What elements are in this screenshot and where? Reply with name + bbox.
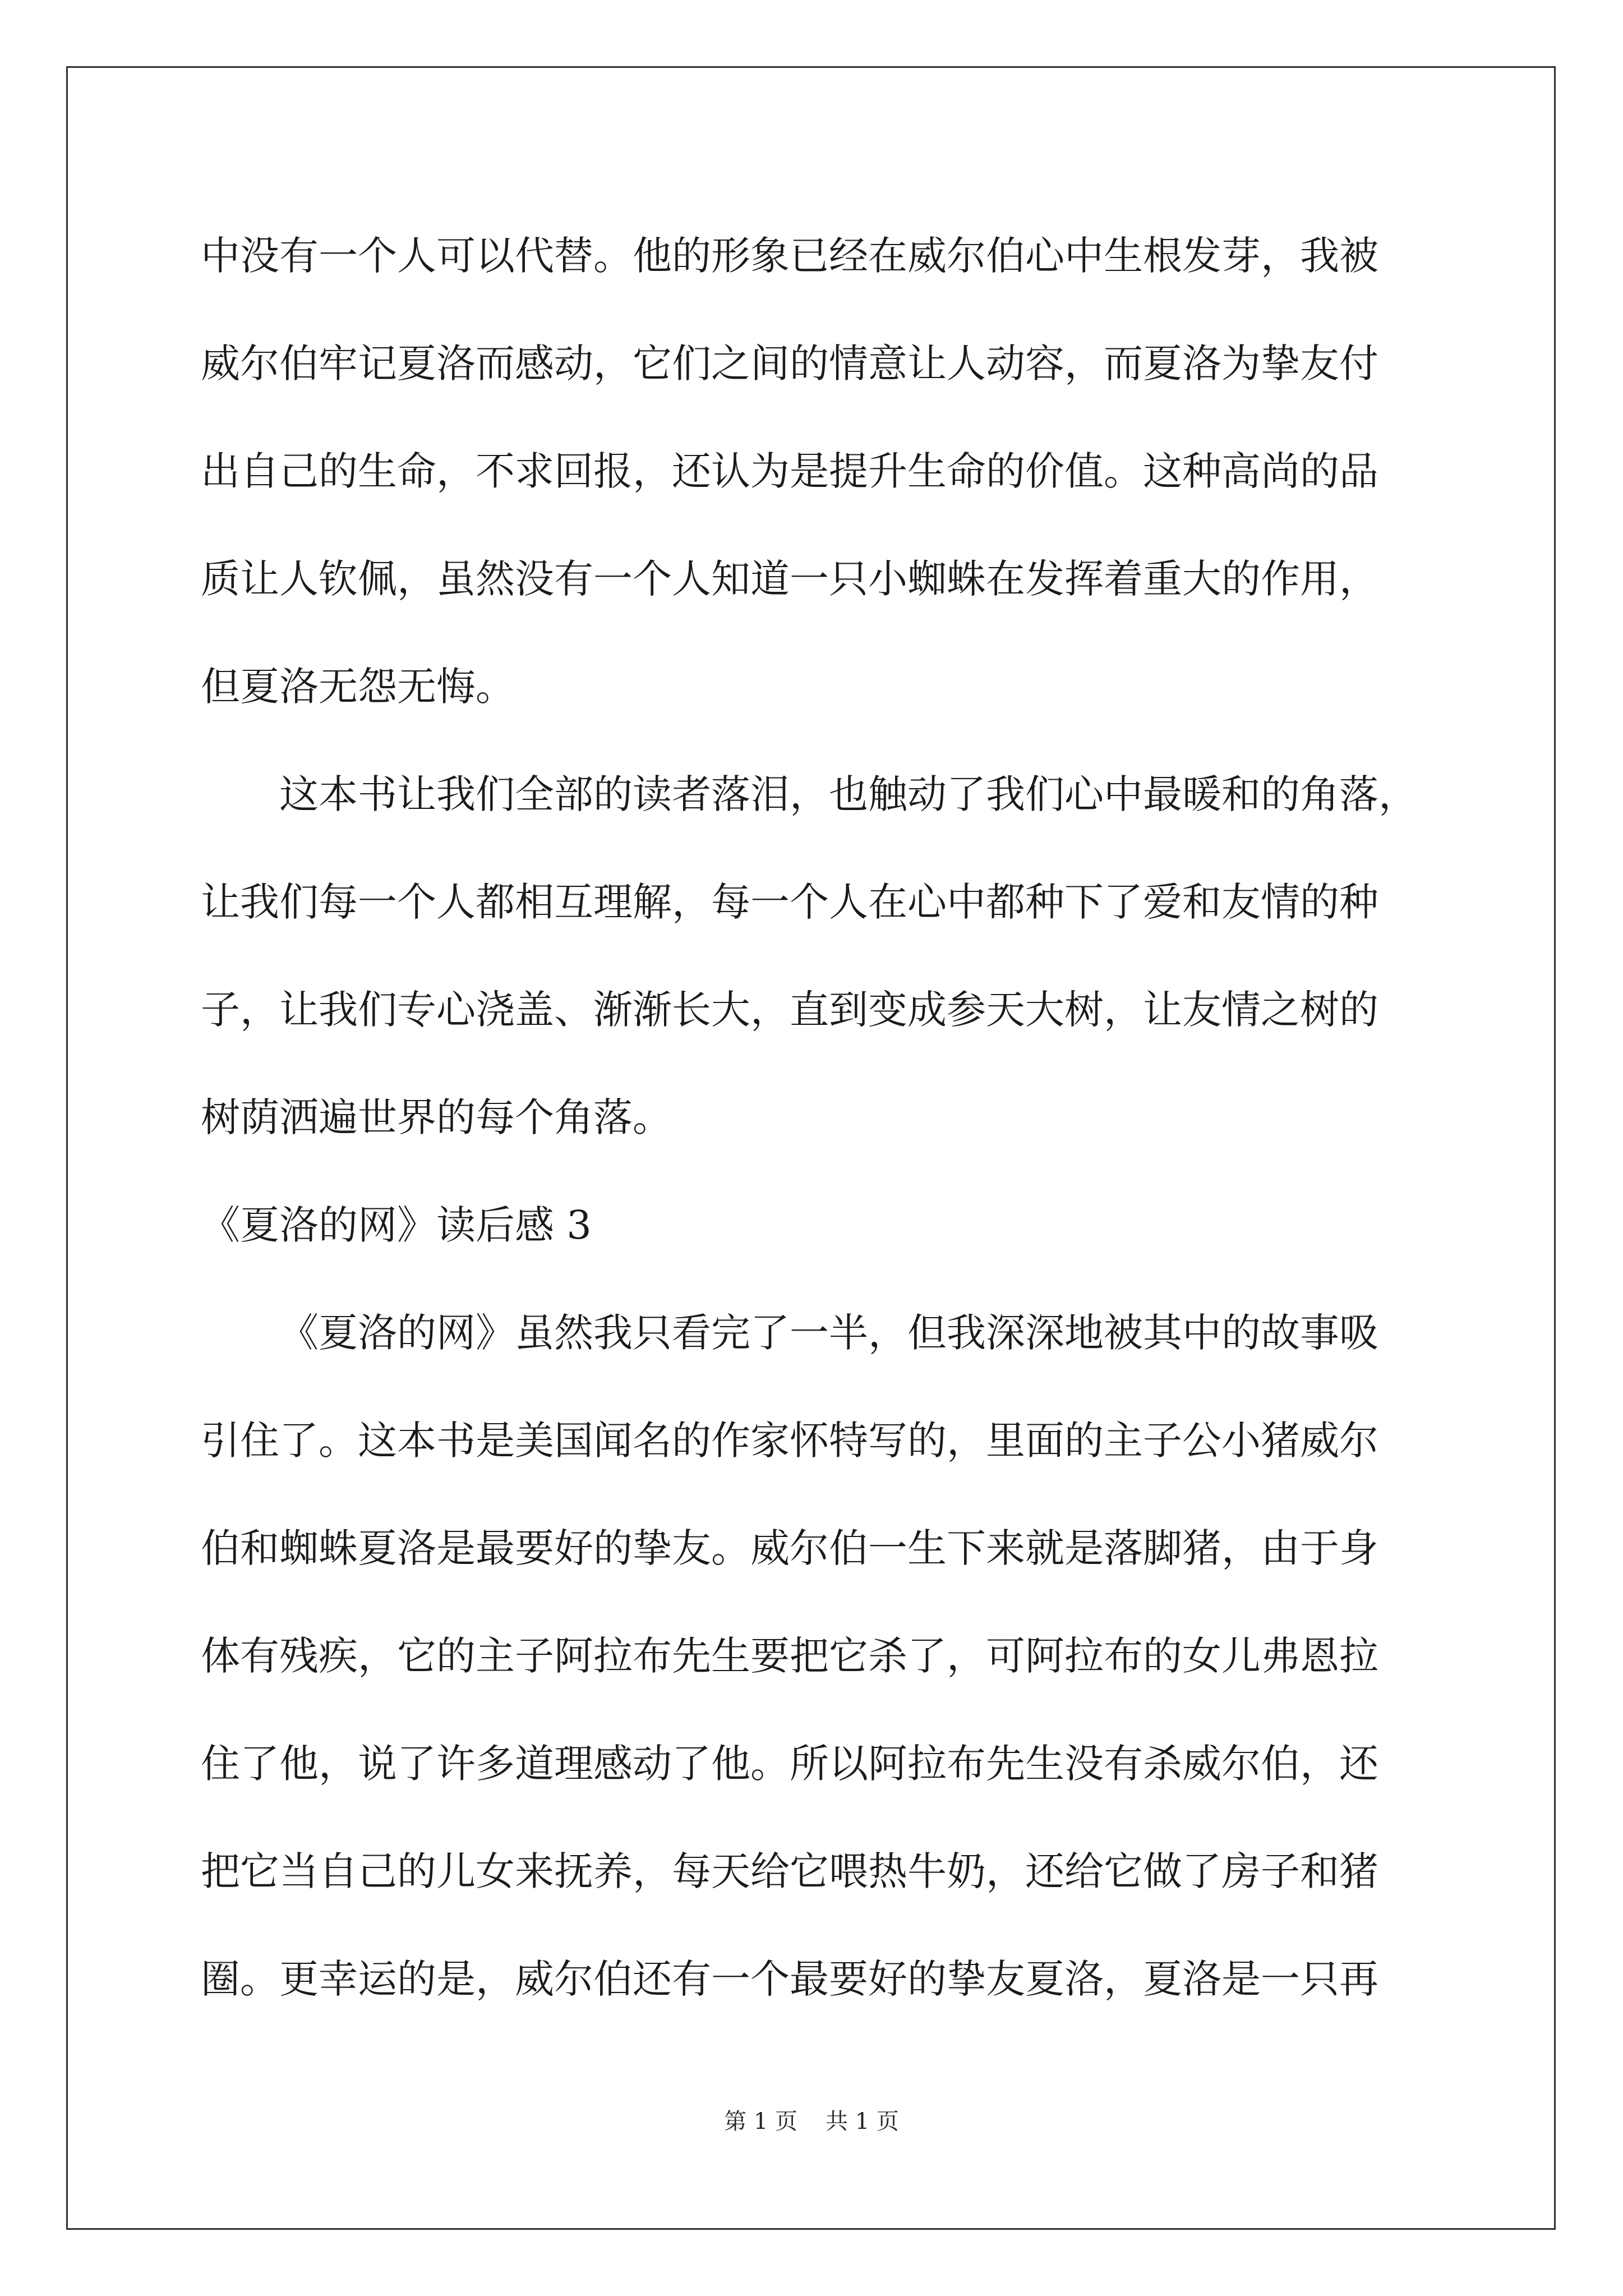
paragraph-2	[201, 740, 1423, 1171]
page-footer	[0, 2105, 1623, 2138]
text-line: 威尔伯牢记夏洛而感动，它们之间的情意让人动容，而夏洛为挚友付	[201, 341, 1378, 386]
text-line: 引住了。这本书是美国闻名的作家怀特写的，里面的主子公小猪威尔	[201, 1418, 1378, 1464]
text-line: 这本书让我们全部的读者落泪，也触动了我们心中最暖和的角落，	[279, 771, 1418, 817]
text-line: 质让人钦佩，虽然没有一个人知道一只小蜘蛛在发挥着重大的作用，	[201, 556, 1378, 602]
text-line: 体有残疾，它的主子阿拉布先生要把它杀了，可阿拉布的女儿弗恩拉	[201, 1633, 1378, 1679]
page-number: 第 1 页	[724, 2109, 797, 2134]
text-line: 树荫洒遍世界的每个角落。	[201, 1094, 672, 1140]
text-line: 出自己的生命，不求回报，还认为是提升生命的价值。这种高尚的品	[201, 448, 1378, 494]
paragraph-3	[201, 1279, 1423, 2033]
text-line: 子，让我们专心浇盖、渐渐长大，直到变成参天大树，让友情之树的	[201, 987, 1378, 1033]
document-body	[201, 202, 1423, 2033]
page-total: 共 1 页	[826, 2109, 899, 2134]
text-line: 圈。更幸运的是，威尔伯还有一个最要好的挚友夏洛，夏洛是一只再	[201, 1956, 1378, 2002]
text-line: 让我们每一个人都相互理解，每一个人在心中都种下了爱和友情的种	[201, 879, 1378, 925]
text-line: 把它当自己的儿女来抚养，每天给它喂热牛奶，还给它做了房子和猪	[201, 1848, 1378, 1894]
section-heading: 《夏洛的网》读后感 3	[201, 1202, 592, 1248]
text-line: 但夏洛无怨无悔。	[201, 664, 515, 710]
text-line: 《夏洛的网》虽然我只看完了一半，但我深深地被其中的故事吸	[279, 1310, 1378, 1356]
text-line: 住了他，说了许多道理感动了他。所以阿拉布先生没有杀威尔伯，还	[201, 1741, 1378, 1787]
paragraph-1	[201, 202, 1423, 740]
text-line: 伯和蜘蛛夏洛是最要好的挚友。威尔伯一生下来就是落脚猪，由于身	[201, 1525, 1378, 1571]
text-line: 中没有一个人可以代替。他的形象已经在威尔伯心中生根发芽，我被	[201, 233, 1378, 279]
